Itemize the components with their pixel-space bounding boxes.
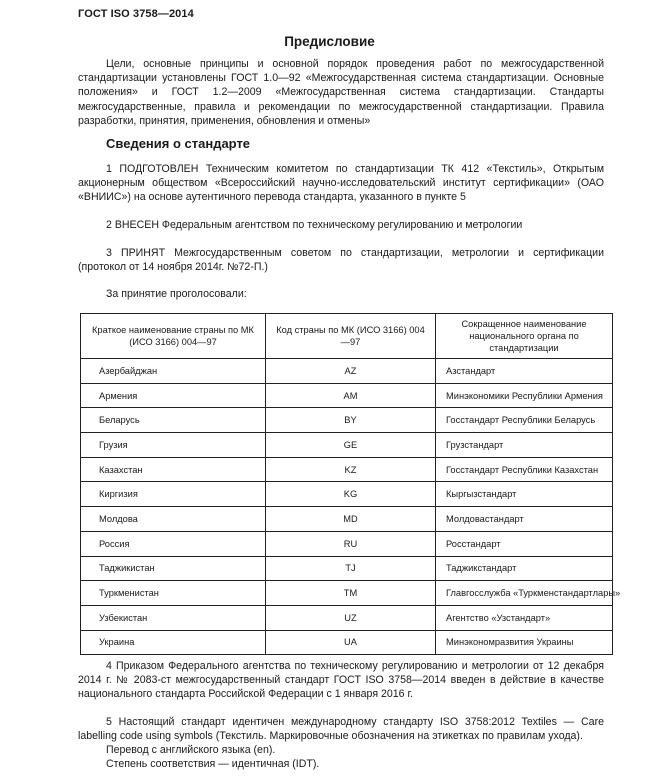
code-cell: MD (266, 507, 436, 532)
org-cell: Госстандарт Республики Казахстан (436, 457, 613, 482)
code-cell: AM (266, 383, 436, 408)
table-row (81, 605, 613, 630)
item-5-identical: 5 Настоящий стандарт идентичен международному стандарту ISO 3758:2012 Textiles — Care labelling code using symbols (Текстиль. Маркировочные обозначения на этикетках по правилам ухода). (78, 716, 604, 743)
country-cell: Беларусь (81, 408, 266, 433)
item-3-adopted: 3 ПРИНЯТ Межгосударственным советом по стандартизации, метрологии и сертификации (протокол от 14 ноября 2014г. №72-П.) (78, 247, 604, 274)
org-cell: Росстандарт (436, 531, 613, 556)
code-cell: AZ (266, 359, 436, 384)
country-cell: Узбекистан (81, 605, 266, 630)
country-cell: Киргизия (81, 482, 266, 507)
preface-title: Предисловие (284, 34, 375, 49)
country-cell: Туркменистан (81, 581, 266, 606)
code-cell: TM (266, 581, 436, 606)
org-cell: Минэкономразвития Украины (436, 630, 613, 655)
table-row (81, 507, 613, 532)
table-row (81, 482, 613, 507)
table-row (81, 359, 613, 384)
country-cell: Россия (81, 531, 266, 556)
table-header-row (81, 314, 613, 359)
code-cell: RU (266, 531, 436, 556)
voted-label: За принятие проголосовали: (106, 288, 247, 300)
org-cell: Главгосслужба «Туркменстандартлары» (436, 581, 613, 606)
header-org: Сокращенное наименование национального органа по стандартизации (436, 314, 613, 359)
table-row (81, 581, 613, 606)
country-cell: Грузия (81, 433, 266, 458)
country-cell: Молдова (81, 507, 266, 532)
country-cell: Украина (81, 630, 266, 655)
preface-text: Цели, основные принципы и основной порядок проведения работ по межгосударственной стандартизации установлены ГОСТ 1.0—92 «Межгосударственная система стандартизации. Основные положения» и ГОСТ 1.2—2009 «Межгосударственная система стандартизации. Стандарты межгосударственные, правила и рекомендации по межгосударственной стандартизации. Правила разработки, принятия, применения, обновления и отмены» (78, 58, 604, 127)
code-cell: UA (266, 630, 436, 655)
document-id: ГОСТ ISO 3758—2014 (78, 8, 194, 20)
org-cell: Азстандарт (436, 359, 613, 384)
org-cell: Молдовастандарт (436, 507, 613, 532)
code-cell: KG (266, 482, 436, 507)
header-country: Краткое наименование страны по МК (ИСО 3166) 004—97 (81, 314, 266, 359)
code-cell: UZ (266, 605, 436, 630)
table-row (81, 457, 613, 482)
org-cell: Кыргызстандарт (436, 482, 613, 507)
org-cell: Минэкономики Республики Армения (436, 383, 613, 408)
table-row (81, 408, 613, 433)
table-row (81, 630, 613, 655)
conformity-note: Степень соответствия — идентичная (IDT). (106, 758, 320, 770)
table-row (81, 433, 613, 458)
country-cell: Азербайджан (81, 359, 266, 384)
country-cell: Казахстан (81, 457, 266, 482)
table-row (81, 531, 613, 556)
org-cell: Агентство «Узстандарт» (436, 605, 613, 630)
org-cell: Госстандарт Республики Беларусь (436, 408, 613, 433)
table-row (81, 556, 613, 581)
org-cell: Грузстандарт (436, 433, 613, 458)
voting-table (80, 313, 621, 655)
item-2-submitted: 2 ВНЕСЕН Федеральным агентством по техническому регулированию и метрологии (106, 219, 523, 231)
country-cell: Таджикистан (81, 556, 266, 581)
country-cell: Армения (81, 383, 266, 408)
org-cell: Таджикстандарт (436, 556, 613, 581)
header-code: Код страны по МК (ИСО 3166) 004—97 (266, 314, 436, 359)
item-4-order: 4 Приказом Федерального агентства по техническому регулированию и метрологии от 12 декабря 2014 г. № 2083-ст межгосударственный стандарт ГОСТ ISO 3758—2014 введен в действие в качестве национального стандарта Российской Федерации с 1 января 2016 г. (78, 660, 604, 701)
standard-info-heading: Сведения о стандарте (106, 136, 251, 151)
code-cell: KZ (266, 457, 436, 482)
translation-note: Перевод с английского языка (en). (106, 744, 276, 756)
code-cell: BY (266, 408, 436, 433)
item-1-prepared: 1 ПОДГОТОВЛЕН Техническим комитетом по стандартизации ТК 412 «Текстиль», Открытым акционерным обществом «Всероссийский научно-исследовательский институт сертификации» (ОАО «ВНИИС») на основе аутентичного перевода стандарта, указанного в пункте 5 (78, 163, 604, 204)
code-cell: GE (266, 433, 436, 458)
code-cell: TJ (266, 556, 436, 581)
table-row (81, 383, 613, 408)
